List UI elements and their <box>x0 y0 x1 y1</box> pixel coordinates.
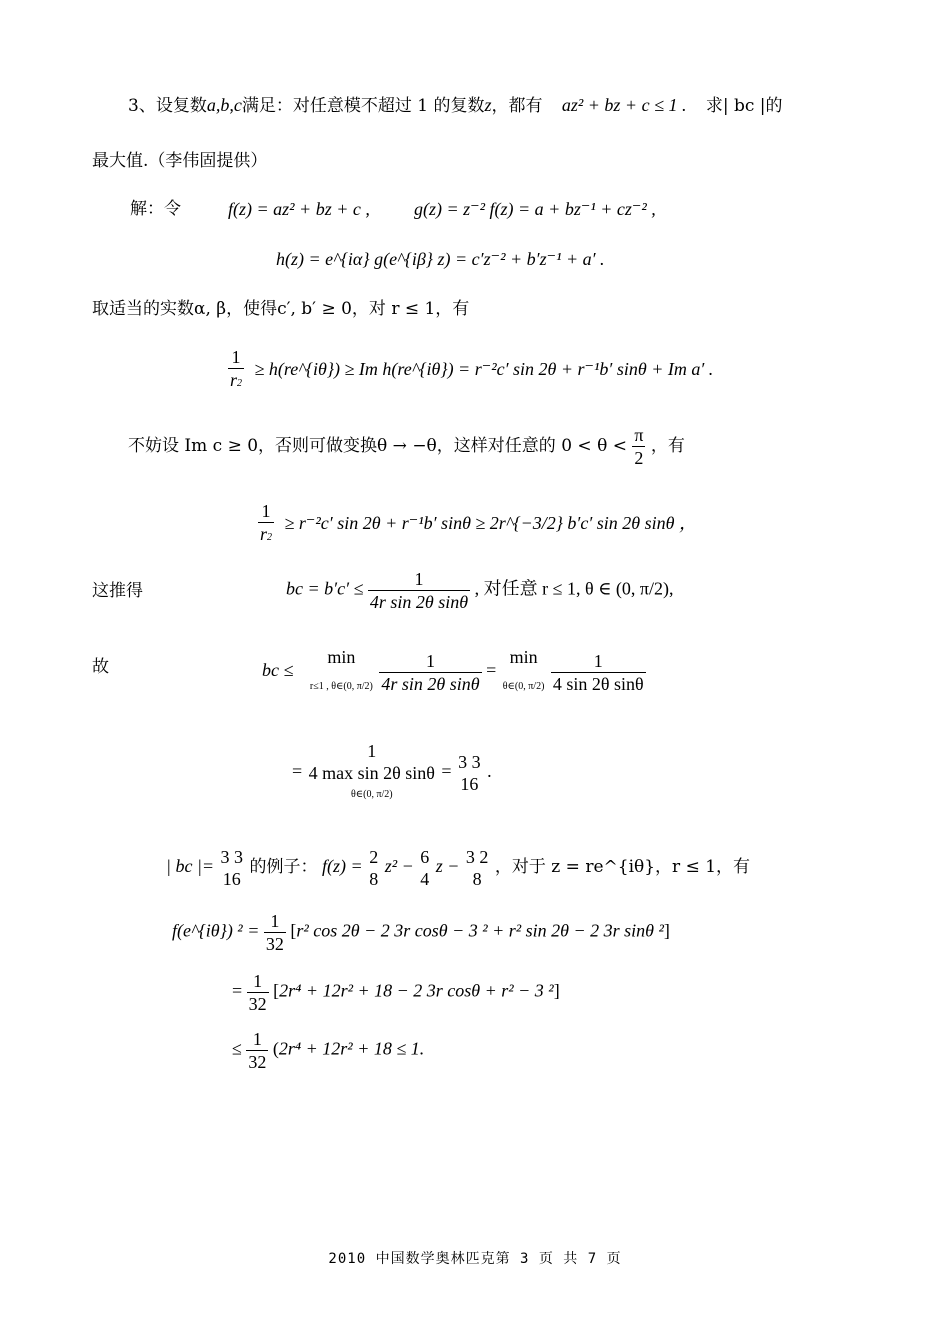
deduce-lhs: bc = b′c′ ≤ <box>286 578 364 599</box>
problem-vars: a,b,c <box>206 95 242 115</box>
max-result-num: 3 3 <box>458 752 481 772</box>
definition-g: g(z) = z⁻² f(z) = a + bz⁻¹ + cz⁻² , <box>414 199 656 219</box>
example-coef-1: 2 8 <box>369 847 379 889</box>
definition-h: h(z) = e^{iα} g(e^{iβ} z) = c′z⁻² + b′z⁻¹ + a′ . <box>276 249 605 269</box>
hence-equation: bc ≤ min r≤1 , θ∈(0, π/2) $\frac{1}{\text{4r sin 2θ sinθ}}$ = min θ∈(0, π/2) $\frac{1}{\text{4 sin 2θ sinθ}}$ <box>262 646 646 698</box>
choose-line: 取适当的实数α, β，使得c′, b′ ≥ 0，对 r ≤ 1，有 <box>92 299 470 319</box>
example-line <box>166 846 750 890</box>
estimate-1-lhs: f(e^{iθ}) ² = <box>172 920 260 941</box>
example-z2: z² − <box>384 856 414 877</box>
problem-intro-b: 满足：对任意模不超过 1 的复数 <box>241 96 485 116</box>
max-fraction: 1 4 max sin 2θ sinθ θ∈(0, π/2) <box>307 740 437 806</box>
deduce-label: 这推得 <box>92 581 143 601</box>
estimate-2-body: 2r⁴ + 12r² + 18 − 2 3r cosθ + r² − 3 ² <box>279 980 554 1001</box>
wlog-text: 不妨设 Im c ≥ 0，否则可做变换θ → −θ，这样对任意的 0 < θ < <box>128 436 627 456</box>
equation-1-body: ≥ h(re^{iθ}) ≥ Im h(re^{iθ}) = r⁻²c′ sin 2θ + r⁻¹b′ sinθ + Im a′ . <box>254 358 714 379</box>
problem-inequality: az² + bz + c ≤ 1 . <box>561 95 687 115</box>
max-result-den: 16 <box>460 774 479 794</box>
problem-intro-a: 3、设复数 <box>128 96 207 116</box>
min-2 <box>501 646 547 698</box>
equation-2 <box>258 500 697 549</box>
min-2-fraction: $\frac{1}{\text{4 sin 2θ sinθ}}$ <box>552 650 644 694</box>
deduce-fraction: $\frac{1}{\text{4r sin 2θ sinθ}}$ <box>369 569 469 612</box>
min-1-word: min <box>327 647 356 667</box>
estimate-3-body: 2r⁴ + 12r² + 18 ≤ 1. <box>278 1038 425 1059</box>
problem-intro-c: ，都有 <box>491 96 543 116</box>
example-bc: | bc |= <box>166 856 215 877</box>
definition-f: f(z) = az² + bz + c , <box>228 199 370 219</box>
estimate-3-coef: $\frac{1}{32}$ <box>248 1029 267 1072</box>
example-coef-2: 6 4 <box>420 847 430 889</box>
estimate-3: ≤ $\frac{1}{32}$ (2r⁴ + 12r² + 18 ≤ 1. <box>232 1029 425 1072</box>
example-z: z − <box>435 856 460 877</box>
min-1 <box>308 646 375 698</box>
deduce-tail: , 对任意 r ≤ 1, θ ∈ (0, π/2), <box>474 578 674 599</box>
equation-1 <box>228 346 713 395</box>
example-value: 3 3 16 <box>220 847 244 889</box>
fraction-1-over-r2-b: $\frac{1}{r2}$ <box>258 500 274 549</box>
deduce-equation <box>286 568 674 613</box>
example-f: f(z) = <box>322 856 363 877</box>
problem-line-1 <box>128 94 783 117</box>
min-2-word: min <box>509 647 538 667</box>
fraction-pi-over-2: $\frac{\pi}{2}$ <box>634 425 644 468</box>
problem-z: z <box>484 95 492 115</box>
example-tail: ，对于 z = re^{iθ}，r ≤ 1，有 <box>494 857 751 878</box>
wlog-line <box>128 424 685 469</box>
fraction-1-over-r2: $\frac{1}{r2}$ <box>228 346 244 395</box>
problem-ask: 求| bc |的 <box>705 96 783 116</box>
wlog-tail: ，有 <box>650 436 685 456</box>
hence-lhs: bc ≤ <box>262 660 294 681</box>
hence-label: 故 <box>92 657 109 677</box>
estimate-2: = $\frac{1}{32}$ [2r⁴ + 12r² + 18 − 2 3r cosθ + r² − 3 ²] <box>232 971 560 1014</box>
max-result <box>456 751 483 795</box>
example-coef-3: 3 2 8 <box>465 847 489 889</box>
min-1-sub: r≤1 , θ∈(0, π/2) <box>309 681 373 692</box>
deduce-denominator: 4r sin 2θ sinθ <box>369 592 469 612</box>
min-2-denominator: 4 sin 2θ sinθ <box>552 673 644 694</box>
min-2-sub: θ∈(0, π/2) <box>502 681 545 692</box>
min-1-denominator: 4r sin 2θ sinθ <box>381 673 480 694</box>
min-1-fraction: $\frac{1}{\text{4r sin 2θ sinθ}}$ <box>381 650 480 694</box>
page-footer: 2010 中国数学奥林匹克第 3 页 共 7 页 <box>328 1251 622 1267</box>
problem-line-2: 最大值.（李伟固提供） <box>92 151 268 171</box>
equation-2-body: ≥ r⁻²c′ sin 2θ + r⁻¹b′ sinθ ≥ 2r^{−3/2} b′c′ sin 2θ sinθ ， <box>284 512 697 533</box>
estimate-2-coef: $\frac{1}{32}$ <box>248 971 267 1014</box>
max-sub: θ∈(0, π/2) <box>350 789 393 800</box>
max-denominator: 4 max sin 2θ sinθ <box>308 763 435 783</box>
estimate-1: f(e^{iθ}) ² = $\frac{1}{32}$ [r² cos 2θ − 2 3r cosθ − 3 ² + r² sin 2θ − 2 3r sinθ ²] <box>172 911 670 954</box>
max-equation: = 1 4 max sin 2θ sinθ θ∈(0, π/2) = 3 3 16 . <box>292 740 492 806</box>
estimate-1-body: r² cos 2θ − 2 3r cosθ − 3 ² + r² sin 2θ − 2 3r sinθ ² <box>296 920 664 941</box>
solution-label: 解：令 <box>130 199 181 219</box>
estimate-1-coef: $\frac{1}{32}$ <box>265 911 284 954</box>
example-label: 的例子： <box>249 857 318 878</box>
